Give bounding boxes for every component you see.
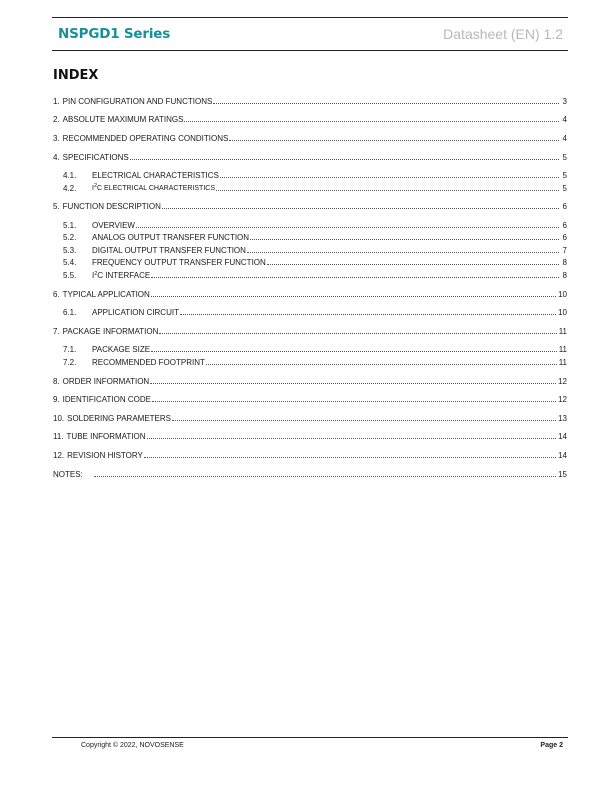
toc-entry-page: 11 bbox=[558, 358, 567, 367]
toc-entry-page: 10 bbox=[558, 290, 567, 299]
toc-entry-label: OVERVIEW bbox=[92, 221, 135, 230]
toc-leader-dots bbox=[206, 364, 557, 365]
toc-entry-page: 6 bbox=[562, 221, 567, 230]
toc-entry-9[interactable] bbox=[53, 393, 567, 404]
toc-entry-number: 9. bbox=[53, 395, 60, 404]
toc-entry-number: 5.4. bbox=[63, 258, 77, 267]
toc-leader-dots bbox=[152, 401, 556, 402]
toc-entry-page: 14 bbox=[558, 432, 567, 441]
toc-entry-label: TYPICAL APPLICATION bbox=[62, 290, 150, 299]
toc-entry-label bbox=[92, 270, 150, 280]
toc-entry-page: 4 bbox=[562, 134, 567, 143]
toc-entry-label: DIGITAL OUTPUT TRANSFER FUNCTION bbox=[92, 246, 246, 255]
toc-entry-number: 2. bbox=[53, 115, 60, 124]
toc-entry-label: ELECTRICAL CHARACTERISTICS bbox=[92, 171, 219, 180]
toc-entry-7[interactable] bbox=[53, 325, 567, 336]
toc-entry-6-1[interactable] bbox=[63, 306, 567, 317]
index-heading: INDEX bbox=[53, 68, 99, 83]
toc-entry-number: 7. bbox=[53, 327, 60, 336]
toc-entry-4[interactable] bbox=[53, 151, 567, 162]
toc-leader-dots bbox=[94, 476, 556, 477]
toc-entry-4-1[interactable] bbox=[63, 169, 567, 180]
toc-entry-page: 6 bbox=[562, 202, 567, 211]
toc-entry-page: 5 bbox=[562, 171, 567, 180]
toc-entry-page: 6 bbox=[562, 233, 567, 242]
toc-entry-7-1[interactable] bbox=[63, 343, 567, 354]
toc-entry-number: 6.1. bbox=[63, 308, 77, 317]
toc-leader-dots bbox=[247, 252, 559, 253]
toc-entry-1[interactable] bbox=[53, 95, 567, 106]
toc-entry-5-1[interactable] bbox=[63, 219, 567, 230]
toc-entry-page: 11 bbox=[558, 345, 567, 354]
toc-entry-notes[interactable] bbox=[53, 468, 567, 479]
toc-entry-number: 7.2. bbox=[63, 358, 77, 367]
toc-entry-label: PACKAGE SIZE bbox=[92, 345, 151, 354]
toc-entry-label: PACKAGE INFORMATION bbox=[62, 327, 159, 336]
toc-entry-5-4[interactable] bbox=[63, 256, 567, 267]
toc-entry-page: 13 bbox=[558, 414, 567, 423]
toc-entry-number: 6. bbox=[53, 290, 60, 299]
toc-entry-number: 5. bbox=[53, 202, 60, 211]
header-top-rule bbox=[52, 17, 568, 18]
toc-entry-label: TUBE INFORMATION bbox=[66, 432, 146, 441]
toc-entry-number: 11. bbox=[53, 432, 64, 441]
toc-entry-page: 15 bbox=[558, 470, 567, 479]
header-document-label: Datasheet (EN) 1.2 bbox=[443, 26, 563, 42]
toc-entry-number: 4.2. bbox=[63, 184, 77, 193]
toc-entry-label: APPLICATION CIRCUIT bbox=[92, 308, 179, 317]
toc-leader-dots bbox=[213, 103, 559, 104]
toc-leader-dots bbox=[184, 121, 559, 122]
toc-entry-number: 10. bbox=[53, 414, 65, 423]
toc-entry-number: 4.1. bbox=[63, 171, 77, 180]
toc-leader-dots bbox=[229, 140, 559, 141]
toc-label-prefix: I bbox=[92, 185, 94, 192]
header-series-title: NSPGD1 Series bbox=[58, 26, 171, 42]
toc-leader-dots bbox=[267, 264, 559, 265]
footer-rule bbox=[52, 737, 568, 738]
toc-entry-2[interactable] bbox=[53, 113, 567, 124]
toc-entry-page: 7 bbox=[562, 246, 567, 255]
toc-leader-dots bbox=[144, 457, 556, 458]
toc-leader-dots bbox=[136, 227, 559, 228]
toc-leader-dots bbox=[220, 177, 559, 178]
toc-entry-5-3[interactable] bbox=[63, 244, 567, 255]
toc-entry-number: 5.3. bbox=[63, 246, 77, 255]
toc-entry-4-2[interactable] bbox=[63, 182, 567, 193]
toc-entry-5[interactable] bbox=[53, 200, 567, 211]
toc-entry-number: 5.2. bbox=[63, 233, 77, 242]
footer-copyright: Copyright © 2022, NOVOSENSE bbox=[81, 742, 184, 749]
toc-leader-dots bbox=[162, 208, 559, 209]
toc-entry-page: 3 bbox=[562, 97, 567, 106]
toc-entry-label: ANALOG OUTPUT TRANSFER FUNCTION bbox=[92, 233, 250, 242]
toc-entry-label: FUNCTION DESCRIPTION bbox=[62, 202, 161, 211]
toc-entry-page: 12 bbox=[558, 377, 567, 386]
toc-entry-8[interactable] bbox=[53, 375, 567, 386]
toc-leader-dots bbox=[130, 159, 559, 160]
toc-entry-11[interactable] bbox=[53, 430, 567, 441]
toc-label-superscript: 2 bbox=[93, 183, 98, 189]
toc-entry-number: 4. bbox=[53, 153, 60, 162]
toc-entry-label: SPECIFICATIONS bbox=[62, 153, 129, 162]
toc-entry-page: 5 bbox=[562, 184, 567, 193]
toc-entry-label bbox=[92, 182, 215, 193]
toc-leader-dots bbox=[151, 277, 559, 278]
toc-entry-page: 11 bbox=[558, 327, 567, 336]
toc-leader-dots bbox=[151, 351, 557, 352]
toc-leader-dots bbox=[147, 438, 557, 439]
toc-entry-page: 8 bbox=[562, 271, 567, 280]
header-bottom-rule bbox=[52, 50, 568, 51]
toc-entry-label: REVISION HISTORY bbox=[67, 451, 143, 460]
toc-entry-5-5[interactable] bbox=[63, 269, 567, 280]
toc-entry-label: ORDER INFORMATION bbox=[62, 377, 150, 386]
toc-label-prefix: I bbox=[92, 271, 95, 280]
toc-entry-number: 8. bbox=[53, 377, 60, 386]
toc-leader-dots bbox=[150, 383, 556, 384]
toc-entry-number: 12. bbox=[53, 451, 65, 460]
toc-leader-dots bbox=[250, 239, 559, 240]
toc-leader-dots bbox=[151, 296, 556, 297]
toc-entry-3[interactable] bbox=[53, 132, 567, 143]
toc-entry-label: RECOMMENDED FOOTPRINT bbox=[92, 358, 205, 367]
toc-entry-number: 3. bbox=[53, 134, 60, 143]
toc-entry-label: PIN CONFIGURATION AND FUNCTIONS bbox=[62, 97, 213, 106]
toc-entry-12[interactable] bbox=[53, 449, 567, 460]
toc-entry-number: 7.1. bbox=[63, 345, 77, 354]
toc-label-text: C INTERFACE bbox=[97, 271, 151, 280]
toc-entry-label: IDENTIFICATION CODE bbox=[62, 395, 151, 404]
toc-entry-label: ABSOLUTE MAXIMUM RATINGS bbox=[62, 115, 184, 124]
toc-leader-dots bbox=[159, 333, 556, 334]
toc-entry-label: FREQUENCY OUTPUT TRANSFER FUNCTION bbox=[92, 258, 266, 267]
toc-entry-page: 5 bbox=[562, 153, 567, 162]
toc-entry-10[interactable] bbox=[53, 412, 567, 423]
toc-entry-page: 10 bbox=[558, 308, 567, 317]
toc-leader-dots bbox=[180, 314, 556, 315]
toc-entry-page: 14 bbox=[558, 451, 567, 460]
toc-entry-number: 5.1. bbox=[63, 221, 77, 230]
toc-leader-dots bbox=[172, 420, 556, 421]
toc-entry-5-2[interactable] bbox=[63, 231, 567, 242]
toc-entry-number: NOTES: bbox=[53, 470, 83, 479]
toc-label-text: C ELECTRICAL CHARACTERISTICS bbox=[97, 185, 215, 192]
toc-entry-number: 5.5. bbox=[63, 271, 77, 280]
toc-entry-label: SOLDERING PARAMETERS bbox=[67, 414, 171, 423]
toc-entry-7-2[interactable] bbox=[63, 356, 567, 367]
toc-entry-6[interactable] bbox=[53, 288, 567, 299]
toc-leader-dots bbox=[216, 190, 559, 191]
toc-entry-number: 1. bbox=[53, 97, 60, 106]
toc-label-superscript: 2 bbox=[94, 271, 98, 277]
footer-page-number: Page 2 bbox=[540, 742, 563, 749]
toc-entry-page: 12 bbox=[558, 395, 567, 404]
toc-entry-page: 8 bbox=[562, 258, 567, 267]
toc-entry-page: 4 bbox=[562, 115, 567, 124]
toc-entry-label: RECOMMENDED OPERATING CONDITIONS bbox=[62, 134, 229, 143]
